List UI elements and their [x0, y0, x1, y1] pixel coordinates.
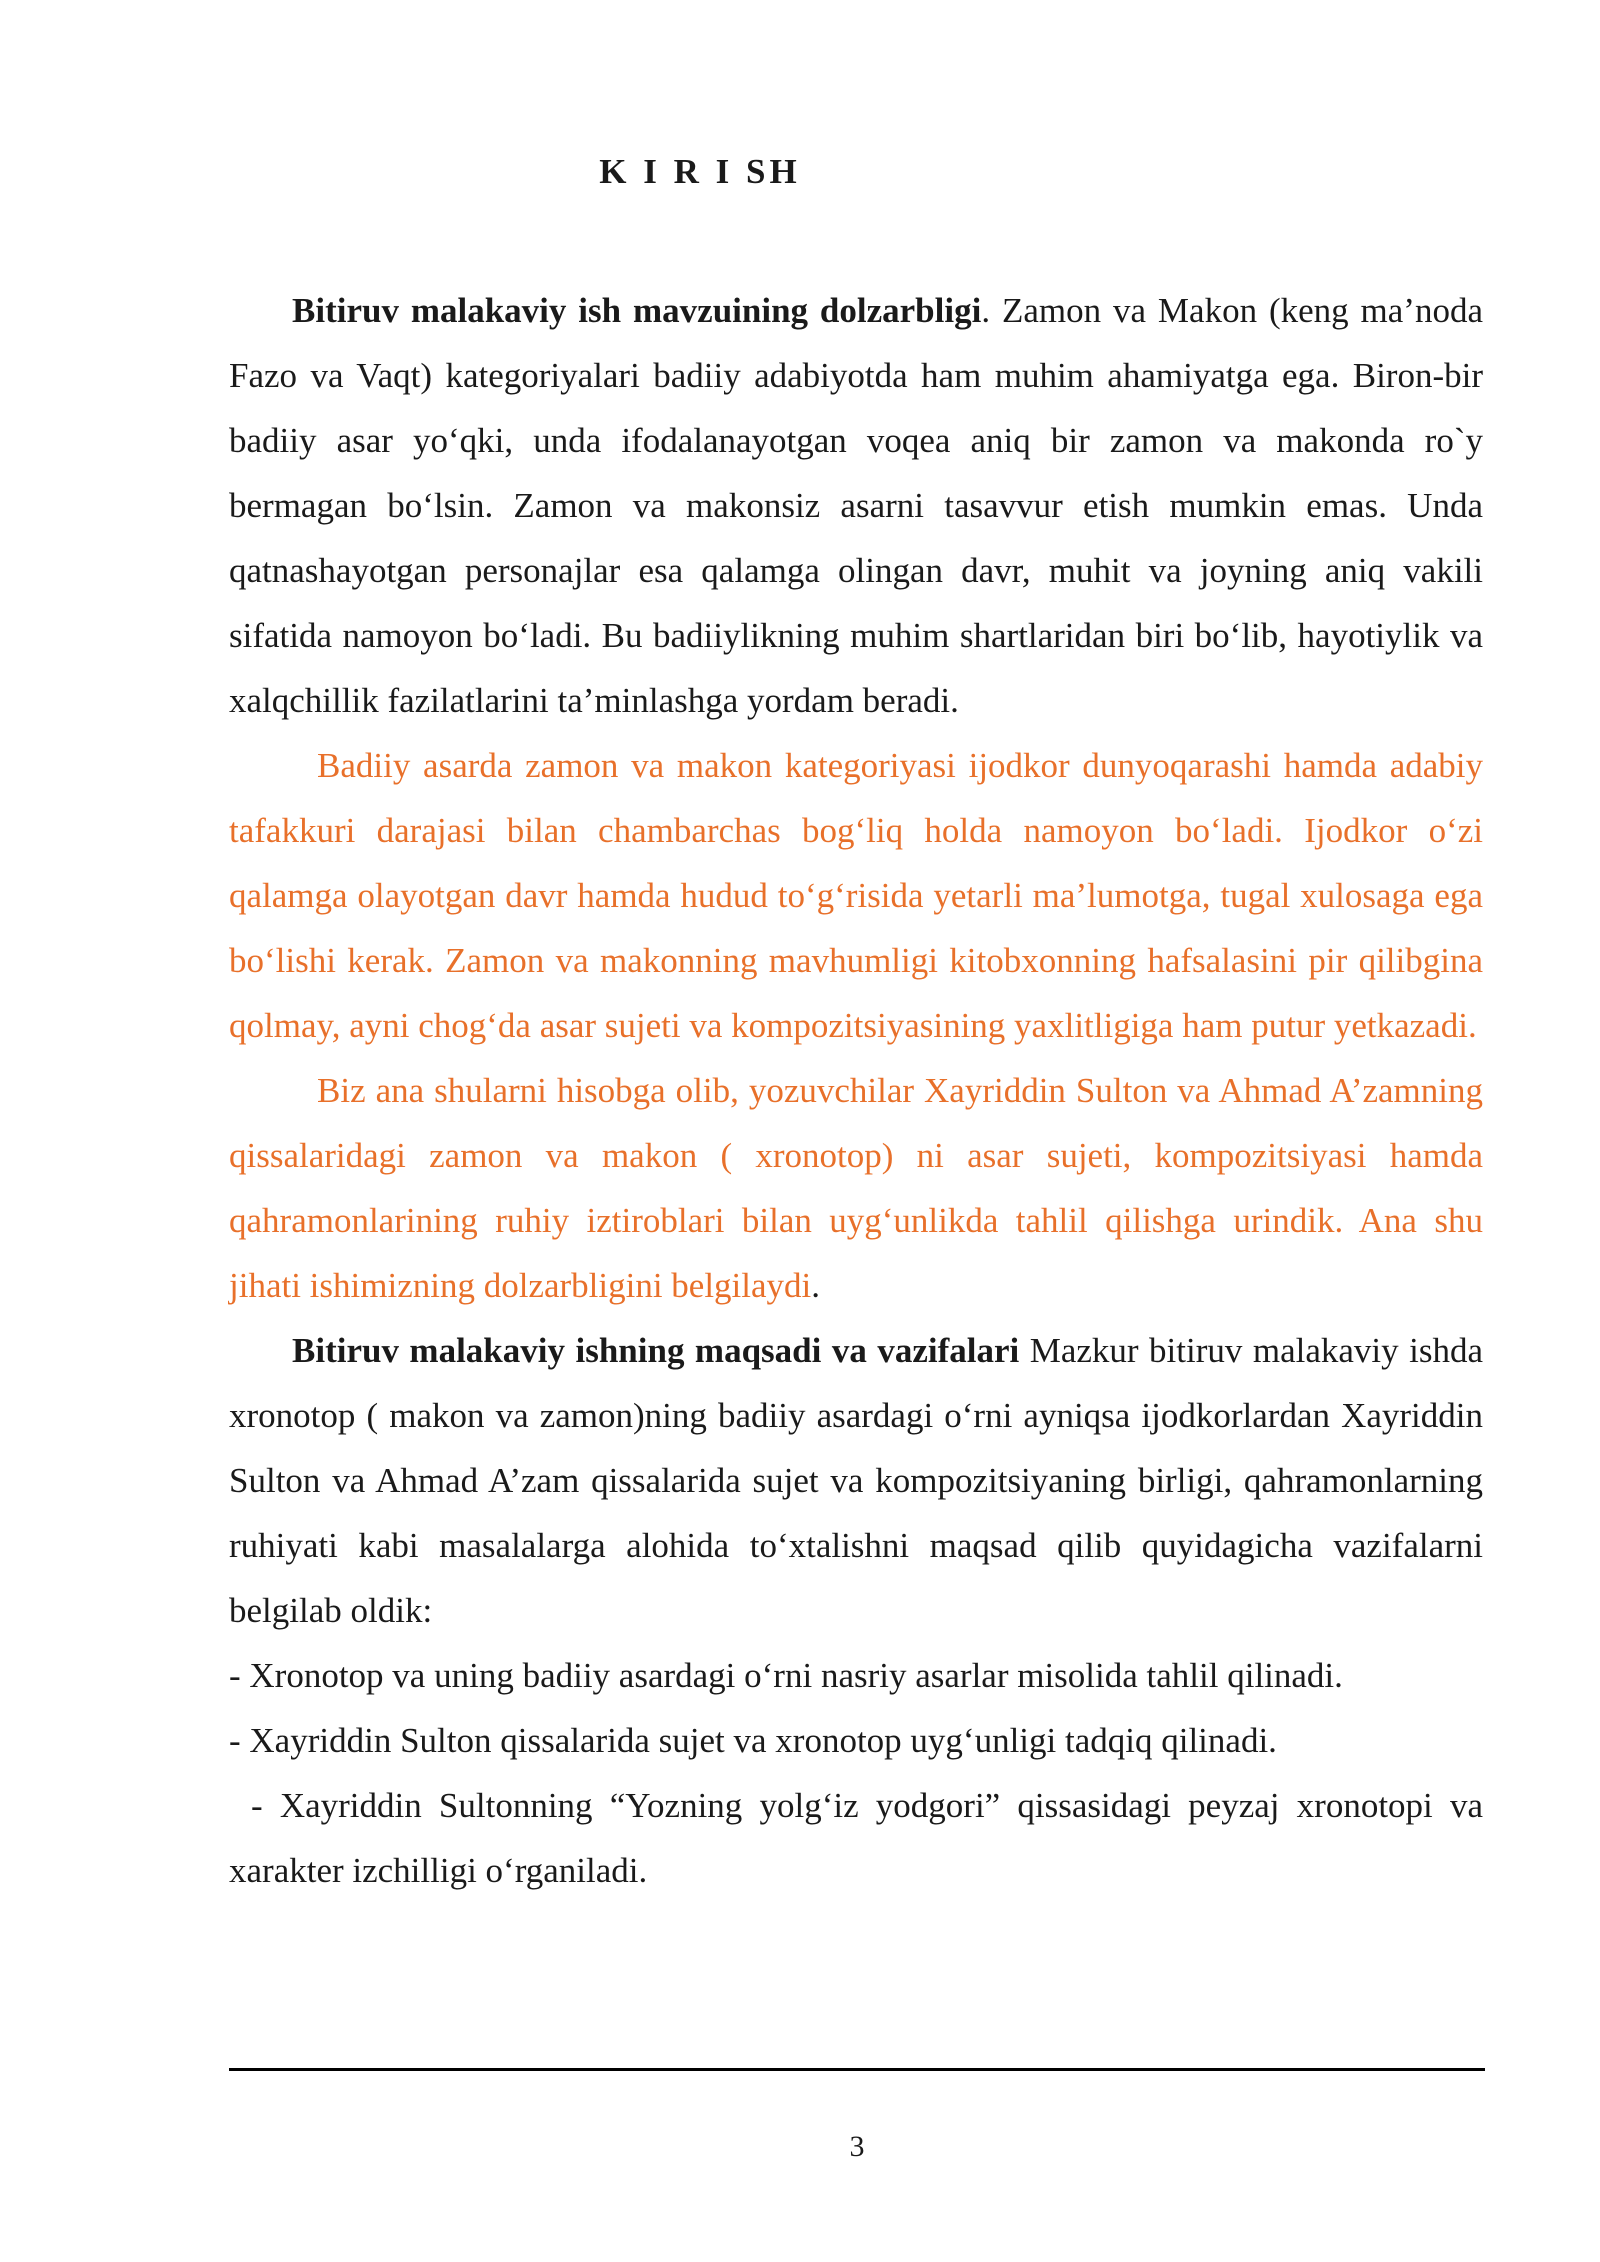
goals-text: Mazkur bitiruv malakaviy ishda xronotop ( makon va zamon)ning badiiy asardagi o‘rni ayniqsa ijodkorlardan Xayriddin Sulton va Ahmad A’zam qissalarida sujet va kompozitsiyaning birligi, qahramonlarning ruhiyati kabi masalalarga alohida to‘xtalishni maqsad qilib quyidagicha vazifalarni belgilab oldik: [229, 1331, 1483, 1630]
paragraph-relevance [229, 278, 1483, 733]
paragraph-goals [229, 1318, 1483, 1643]
list-item: - Xayriddin Sultonning “Yozning yolg‘iz yodgori” qissasidagi peyzaj xronotopi va xarakter izchilligi o‘rganiladi. [229, 1786, 1483, 1890]
relevance-heading: Bitiruv malakaviy ish mavzuining dolzarbligi [292, 291, 982, 330]
list-item: - Xayriddin Sulton qissalarida sujet va xronotop uyg‘unligi tadqiq qilinadi. [229, 1721, 1277, 1760]
research-focus-text: Biz ana shularni hisobga olib, yozuvchilar Xayriddin Sulton va Ahmad A’zamning qissalaridagi zamon va makon ( xronotop) ni asar sujeti, kompozitsiyasi hamda qahramonlarining ruhiy iztiroblari bilan uyg‘unlikda tahlil qilishga urindik. Ana shu jihati ishimizning dolzarbligini belgilaydi [229, 1071, 1483, 1305]
body-text [229, 278, 1483, 1903]
goals-heading: Bitiruv malakaviy ishning maqsadi va vazifalari [292, 1331, 1020, 1370]
page-title: K I R I SH [599, 152, 801, 191]
relevance-heading-end: . [981, 291, 991, 330]
footer-divider [229, 2068, 1485, 2071]
paragraph-research-focus [229, 1058, 1483, 1318]
relevance-text: Zamon va Makon (keng ma’noda Fazo va Vaqt) kategoriyalari badiiy adabiyotda ham muhim ahamiyatga ega. Biron-bir badiiy asar yo‘qki, unda ifodalanayotgan voqea aniq bir zamon va makonda ro`y bermagan bo‘lsin. Zamon va makonsiz asarni tasavvur etish mumkin emas. Unda qatnashayotgan personajlar esa qalamga olingan davr, muhit va joyning aniq vakili sifatida namoyon bo‘ladi. Bu badiiylikning muhim shartlaridan biri bo‘lib, hayotiylik va xalqchillik fazilatlarini ta’minlashga yordam beradi. [229, 291, 1483, 720]
chronotope-category-text: Badiiy asarda zamon va makon kategoriyasi ijodkor dunyoqarashi hamda adabiy tafakkuri darajasi bilan chambarchas bog‘liq holda namoyon bo‘ladi. Ijodkor o‘zi qalamga olayotgan davr hamda hudud to‘g‘risida yetarli ma’lumotga, tugal xulosaga ega bo‘lishi kerak. Zamon va makonning mavhumligi kitobxonning hafsalasini pir qilibgina qolmay, ayni chog‘da asar sujeti va kompozitsiyasining yaxlitligiga ham putur yetkazadi. [229, 746, 1483, 1045]
page-number: 3 [849, 2130, 865, 2163]
research-focus-end: . [811, 1266, 821, 1305]
list-item: - Xronotop va uning badiiy asardagi o‘rni nasriy asarlar misolida tahlil qilinadi. [229, 1656, 1343, 1695]
paragraph-chronotope-category [229, 733, 1483, 1058]
